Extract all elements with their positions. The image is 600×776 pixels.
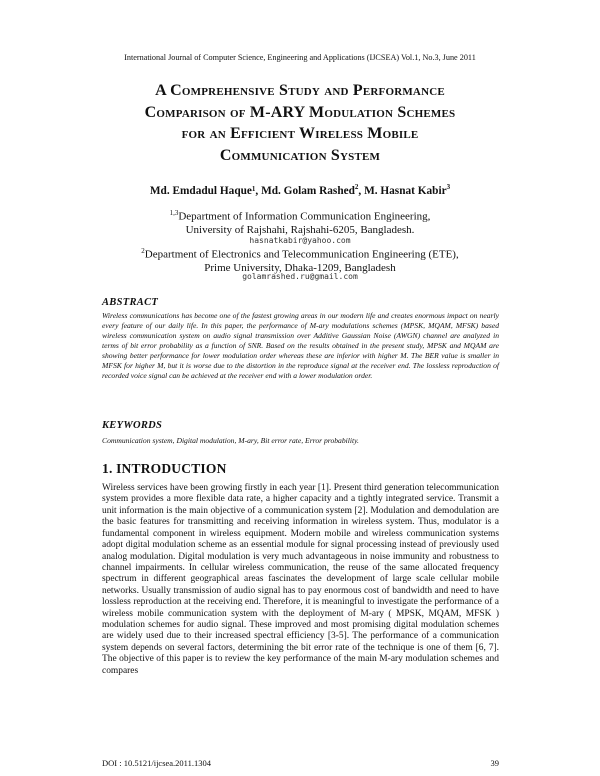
author-3-sup: 3 (446, 183, 451, 191)
email-2: golamrashed.ru@gmail.com (242, 272, 358, 281)
author-2: Md. Golam Rashed (261, 184, 355, 197)
introduction-text: Wireless services have been growing firstly in each year [1]. Present third generation telecommunication system provides a more flexible data rate, a higher capacity and a tightly integrated service. Transmit a unit information is the main objective of a communication system [2]. Modulation and demodulation are the basic features for transmitting and receiving information in wireless system. Thus, modulator is a fundamental component in wireless equipment. Modern mobile and wireless communication systems adopt digital modulation scheme as an essential module for signal processing instead of previously used analog modulation. Digital modulation is very much advantageous in noise immunity and robustness to channel impairments. In cellular wireless communication, the reuse of the same allocated frequency spectrum in different geographical areas fascinates the development of large scale cellular mobile networks. Usually transmission of audio signal has to pay enormous cost of bandwidth and need to have lossless reproduction at the receiving end. Therefore, it is meaningful to investigate the performance of a wireless mobile communication system with the deployment of M-ary ( MPSK, MQAM, MFSK ) modulation schemes for audio signal. These improved and most promising digital modulation schemes are widely used due to their increased spectral efficiency [3-5]. The performance of a communication system depends on several factors, determining the bit error rate of the technique is one of them [6, 7]. The objective of this paper is to review the key performance of the main M-ary modulation schemes and compares (102, 483, 499, 676)
author-2-sup: 2 (354, 183, 359, 191)
title-line-4: Communication System (219, 146, 381, 164)
title-line-3: for an Efficient Wireless Mobile (181, 125, 419, 142)
email-1: hasnatkabir@yahoo.com (249, 236, 351, 245)
affiliation-2-line-2: Prime University, Dhaka-1209, Bangladesh (204, 262, 396, 275)
abstract-text: Wireless communications has become one of the fastest growing areas in our modern life and creates enormous impact on nearly every feature of our daily life. In this paper, the performance of M-ary modulations schemes (MPSK, MQAM, MFSK) based wireless communication system on audio signal transmission over Additive Gaussian Noise (AWGN) channel are analyzed in terms of bit error probability as a function of SNR. Based on the results obtained in the present study, MPSK and MQAM are showing better performance for lower modulation order whereas these are inferior with higher M. The BER value is smaller in MFSK for higher M, but it is worse due to the distortion in the reproduce signal at the receiver end. The lossless reproduction of recorded voice signal can be achieved at the receiver end with a lower modulation order. (102, 311, 499, 381)
title-line-1: A Comprehensive Study and Performance (155, 82, 445, 99)
author-1-sup: 1 (251, 184, 256, 193)
affiliation-1 (0, 207, 600, 238)
title-line-2: Comparison of M-ARY Modulation Schemes (144, 103, 456, 121)
keywords-heading: KEYWORDS (102, 420, 163, 431)
affiliation-2-line-1: Department of Electronics and Telecommunication Engineering (ETE), (144, 248, 459, 261)
footer-page-number: 39 (490, 758, 499, 768)
author-list: Md. Emdadul Haque$^1$, Md. Golam Rashed$^2$, M. Hasnat Kabir$^3$ (149, 183, 451, 197)
affiliation-1-sup: 1,3 (169, 209, 179, 217)
affiliation-2-sup: 2 (141, 247, 145, 255)
journal-header: International Journal of Computer Science, Engineering and Applications (IJCSEA) Vol.1, No.3, June 2011 (124, 53, 476, 62)
keywords-text: Communication system, Digital modulation, M-ary, Bit error rate, Error probability. (102, 436, 359, 445)
author-3: M. Hasnat Kabir (364, 184, 447, 197)
author-1: Md. Emdadul Haque (149, 184, 252, 197)
footer-doi: DOI : 10.5121/ijcsea.2011.1304 (102, 758, 211, 768)
affiliation-1-line-2: University of Rajshahi, Rajshahi-6205, Bangladesh. (185, 224, 415, 237)
abstract-heading: ABSTRACT (102, 297, 159, 308)
affiliation-1-line-1: Department of Information Communication Engineering, (178, 210, 431, 223)
paper-title (40, 80, 560, 166)
introduction-heading: 1. INTRODUCTION (102, 461, 227, 476)
